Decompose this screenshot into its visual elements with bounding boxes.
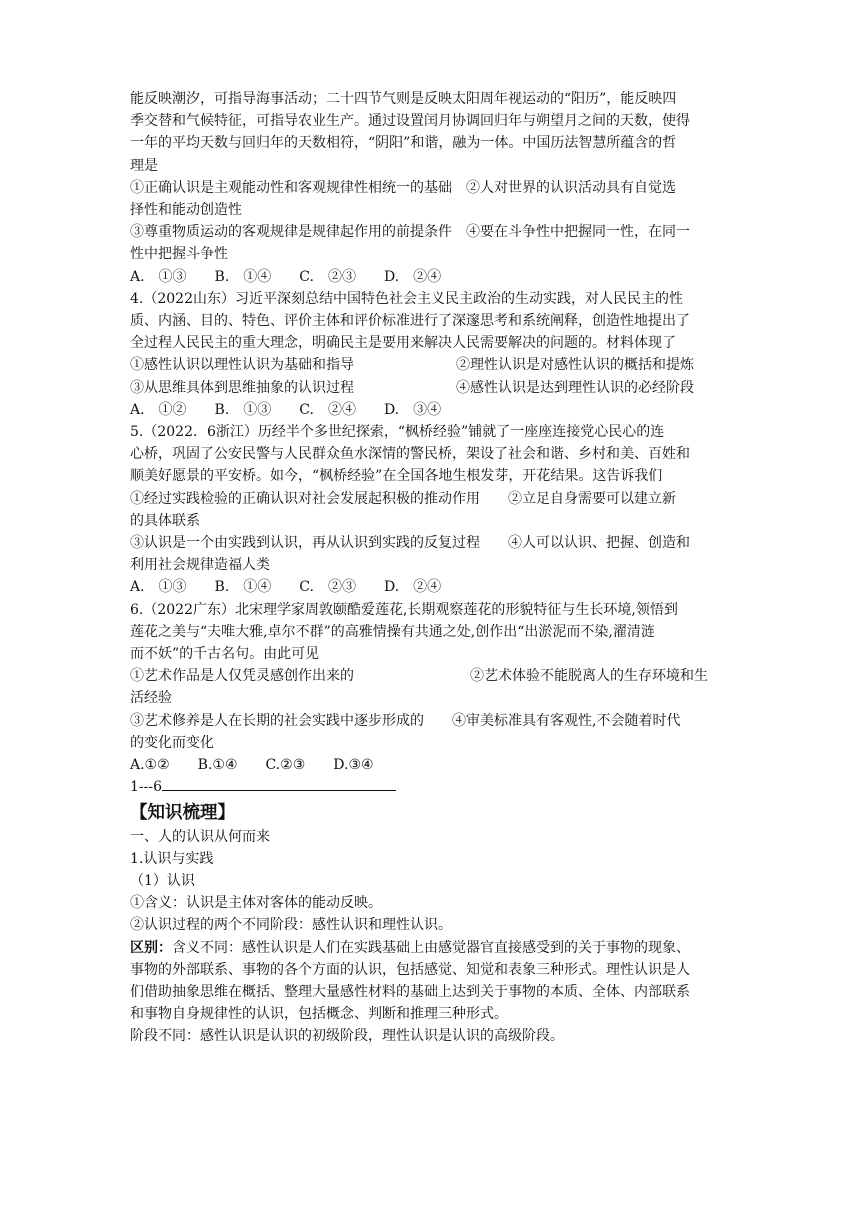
statement-line: 活经验 <box>130 690 172 707</box>
definition-item: ①含义：认识是主体对客体的能动反映。 <box>130 895 382 912</box>
text-line: 心桥，巩固了公安民警与人民群众鱼水深情的警民桥，架设了社会和谐、乡村和美、百姓和 <box>130 446 690 463</box>
statement: ①感性认识以理性认识为基础和指导 <box>130 357 354 374</box>
statement-line: ①经过实践检验的正确认识对社会发展起积极的推动作用 ②立足自身需要可以建立新 <box>130 490 676 507</box>
answer-options: A. ①③ B. ①④ C. ②③ D. ②④ <box>130 268 442 285</box>
answer-options: A. ①② B. ①③ C. ②④ D. ③④ <box>130 401 442 418</box>
text-line: 一年的平均天数与回归年的天数相符，“阴阳”和谐，融为一体。中国历法智慧所蕴含的哲 <box>130 135 677 152</box>
difference-line: 事物的外部联系、事物的各个方面的认识，包括感觉、知觉和表象三种形式。理性认识是人 <box>130 961 690 978</box>
statement-row <box>130 665 730 687</box>
statement-row <box>130 354 730 376</box>
answer-label: 1---6 <box>130 779 163 796</box>
text-line: 顺美好愿景的平安桥。如今，“枫桥经验”在全国各地生根发芽，开花结果。这告诉我们 <box>130 468 663 485</box>
text-line: 4.（2022山东）习近平深刻总结中国特色社会主义民主政治的生动实践，对人民民主的性 <box>130 290 683 307</box>
statement-line: ③艺术修养是人在长期的社会实践中逐步形成的 ④审美标准具有客观性,不会随着时代 <box>130 712 681 729</box>
text-line: 6.（2022广东）北宋理学家周敦颐酷爱莲花,长期观察莲花的形貌特征与生长环境,领悟到 <box>130 601 678 618</box>
difference-line: 们借助抽象思维在概括、整理大量感性材料的基础上达到关于事物的本质、全体、内部联系 <box>130 983 690 1000</box>
text-line: 能反映潮汐，可指导海事活动；二十四节气则是反映太阳周年视运动的“阳历”，能反映四 <box>130 91 677 107</box>
difference-line: 阶段不同：感性认识是认识的初级阶段，理性认识是认识的高级阶段。 <box>130 1028 564 1045</box>
statement: ②理性认识是对感性认识的概括和提炼 <box>456 357 694 374</box>
section-title: 【知识梳理】 <box>130 802 235 823</box>
text-line: 莲花之美与“夫唯大雅,卓尔不群”的高雅情操有共通之处,创作出“出淤泥而不染,濯清涟 <box>130 623 655 640</box>
question-5 <box>130 421 730 599</box>
statement-line: 的变化而变化 <box>130 734 214 751</box>
text-line: 而不妖”的千古名句。由此可见 <box>130 646 320 663</box>
text-line: 理是 <box>130 157 158 174</box>
statement: ①艺术作品是人仅凭灵感创作出来的 <box>130 668 354 685</box>
heading-3: （1）认识 <box>130 872 195 889</box>
statement-row <box>130 377 730 399</box>
statement-line: 择性和能动创造性 <box>130 202 242 219</box>
answer-options: A.①② B.①④ C.②③ D.③④ <box>130 757 374 774</box>
heading-2: 1.认识与实践 <box>130 850 214 867</box>
text-line: 季交替和气候特征，可指导农业生产。通过设置闰月协调回归年与朔望月之间的天数，使得 <box>130 113 690 130</box>
difference-line <box>130 937 730 959</box>
statement-line: ③尊重物质运动的客观规律是规律起作用的前提条件 ④要在斗争性中把握同一性，在同一 <box>130 224 690 241</box>
difference-text: 含义不同：感性认识是人们在实践基础上由感觉器官直接感受到的关于事物的现象、 <box>172 939 690 956</box>
text-line: 质、内涵、目的、特色、评价主体和评价标准进行了深邃思考和系统阐释，创造性地提出了 <box>130 313 690 330</box>
difference-label: 区别： <box>130 939 172 956</box>
answer-options: A. ①③ B. ①④ C. ②③ D. ②④ <box>130 579 442 596</box>
statement: ③从思维具体到思维抽象的认识过程 <box>130 379 354 396</box>
statement: ④感性认识是达到理性认识的必经阶段 <box>456 379 694 396</box>
question-6 <box>130 599 730 777</box>
statement: ②艺术体验不能脱离人的生存环境和生 <box>470 668 708 685</box>
text-line: 全过程人民民主的重大理念，明确民主是要用来解决人民需要解决的问题的。材料体现了 <box>130 335 676 352</box>
answer-blank[interactable] <box>130 776 730 798</box>
statement-line: 性中把握斗争性 <box>130 246 228 263</box>
statement-line: ③认识是一个由实践到认识，再从认识到实践的反复过程 ④人可以认识、把握、创造和 <box>130 535 690 552</box>
statement-line: 利用社会规律造福人类 <box>130 557 270 574</box>
statement-line: 的具体联系 <box>130 512 200 529</box>
question-3-continuation <box>130 88 730 288</box>
difference-line: 和事物自身规律性的认识，包括概念、判断和推理三种形式。 <box>130 1006 508 1023</box>
answer-underline <box>162 776 396 791</box>
text-line: 5.（2022．6浙江）历经半个多世纪探索，“枫桥经验”铺就了一座座连接党心民心的连 <box>130 424 665 441</box>
question-4 <box>130 288 730 421</box>
heading-1: 一、人的认识从何而来 <box>130 828 270 845</box>
statement-line: ①正确认识是主观能动性和客观规律性相统一的基础 ②人对世界的认识活动具有自觉选 <box>130 179 676 196</box>
definition-item: ②认识过程的两个不同阶段：感性认识和理性认识。 <box>130 917 452 934</box>
document-page <box>130 88 730 1048</box>
knowledge-section <box>130 801 730 1048</box>
